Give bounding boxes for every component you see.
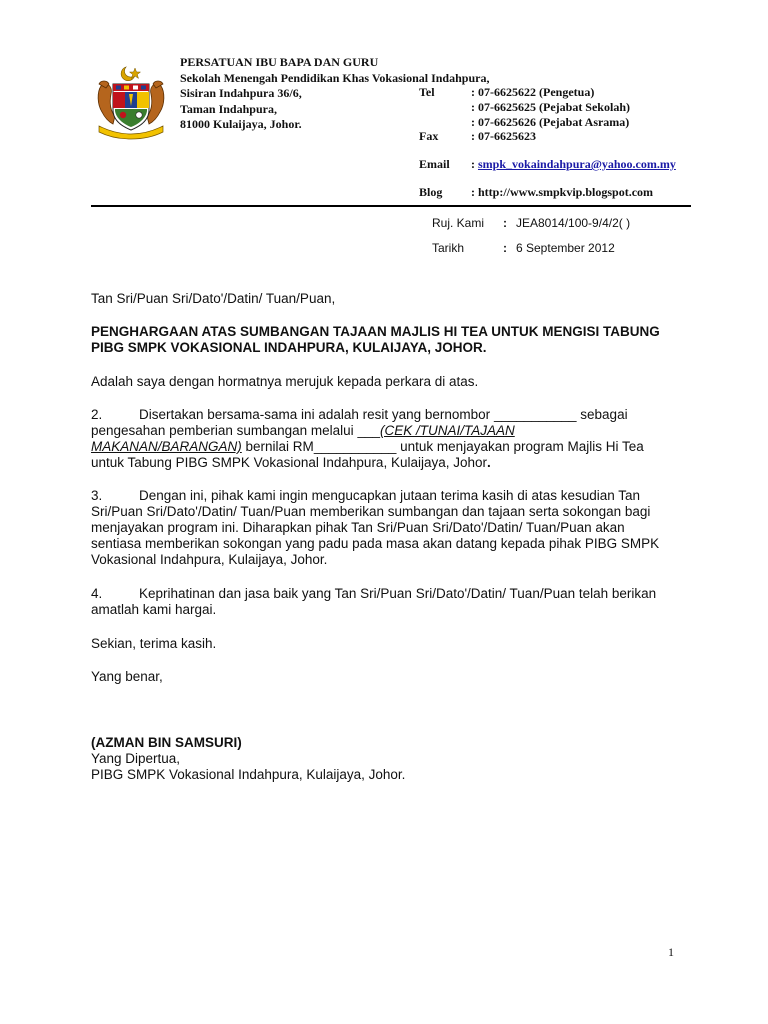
paragraph-2-text-3: bernilai RM — [241, 439, 314, 454]
tel-principal: : 07-6625622 (Pengetua) — [471, 85, 595, 99]
blog-value: : http://www.smpkvip.blogspot.com — [471, 185, 654, 199]
address-line-3: 81000 Kulaijaya, Johor. — [180, 117, 302, 131]
ruj-label: Ruj. Kami — [432, 216, 485, 230]
fax-label: Fax — [419, 129, 439, 143]
paragraph-2-line-4 — [91, 455, 681, 472]
ruj-colon: : — [503, 216, 507, 230]
payment-options-2: MAKANAN/BARANGAN) — [91, 439, 242, 454]
paragraph-4-line-2: amatlah kami hargai. — [91, 602, 217, 617]
payment-method-blank: ___ — [357, 423, 380, 438]
intro-paragraph: Adalah saya dengan hormatnya merujuk kepada perkara di atas. — [91, 374, 479, 389]
school-name: Sekolah Menengah Pendidikan Khas Vokasional Indahpura, — [180, 70, 490, 85]
amount-blank: ___________ — [313, 439, 397, 454]
tarikh-colon: : — [503, 241, 507, 255]
email-label: Email — [419, 157, 450, 171]
paragraph-4-number: 4. — [91, 586, 103, 601]
signer-title: Yang Dipertua, — [91, 751, 181, 766]
closing-thanks: Sekian, terima kasih. — [91, 636, 217, 651]
paragraph-3-line-5: Vokasional Indahpura, Kulaijaya, Johor. — [91, 552, 328, 567]
paragraph-2-text-1-end: sebagai — [576, 407, 628, 422]
paragraph-3-number: 3. — [91, 488, 103, 503]
paragraph-2-line-1 — [91, 407, 681, 424]
signer-organisation: PIBG SMPK Vokasional Indahpura, Kulaijaya, Johor. — [91, 767, 406, 782]
blog-label: Blog — [419, 185, 443, 199]
paragraph-2-end-dot: . — [487, 455, 491, 470]
paragraph-2-line-3 — [91, 439, 681, 456]
paragraph-3-line-4: sentiasa memberikan sokongan yang padu pada masa akan datang kepada pihak PIBG SMPK — [91, 536, 660, 551]
paragraph-3-line-2: Sri/Puan Sri/Dato'/Datin/ Tuan/Puan memberikan sumbangan dan tajaan serta sokongan bagi — [91, 504, 651, 519]
tel-label: Tel — [419, 85, 435, 99]
email-link[interactable]: smpk_vokaindahpura@yahoo.com.my — [478, 157, 676, 171]
paragraph-2-line-2 — [91, 423, 681, 440]
paragraph-2-text-3-end: untuk menjayakan program Majlis Hi Tea — [396, 439, 644, 454]
fax-value: : 07-6625623 — [471, 129, 536, 143]
paragraph-4-line-1 — [91, 586, 681, 603]
signer-name: (AZMAN BIN SAMSURI) — [91, 735, 242, 750]
paragraph-2-text-2: pengesahan pemberian sumbangan melalui — [91, 423, 358, 438]
subject-line-1: PENGHARGAAN ATAS SUMBANGAN TAJAAN MAJLIS HI TEA UNTUK MENGISI TABUNG — [91, 324, 660, 339]
paragraph-2-text-4: untuk Tabung PIBG SMPK Vokasional Indahpura, Kulaijaya, Johor — [91, 455, 488, 470]
salutation: Tan Sri/Puan Sri/Dato'/Datin/ Tuan/Puan, — [91, 291, 336, 306]
closing-sincerely: Yang benar, — [91, 669, 163, 684]
ruj-value: JEA8014/100-9/4/2( ) — [516, 216, 631, 230]
address-line-2: Taman Indahpura, — [180, 101, 277, 116]
tarikh-value: 6 September 2012 — [516, 241, 615, 255]
page-number: 1 — [668, 945, 674, 959]
tel-hostel-office: : 07-6625626 (Pejabat Asrama) — [471, 115, 630, 129]
payment-options-1: (CEK /TUNAI/TAJAAN — [379, 423, 515, 438]
paragraph-4-text-1: Keprihatinan dan jasa baik yang Tan Sri/Puan Sri/Dato'/Datin/ Tuan/Puan telah berikan — [139, 586, 657, 601]
tarikh-label: Tarikh — [432, 241, 465, 255]
tel-school-office: : 07-6625625 (Pejabat Sekolah) — [471, 100, 630, 114]
subject-line-2: PIBG SMPK VOKASIONAL INDAHPURA, KULAIJAYA, JOHOR. — [91, 340, 487, 355]
paragraph-2-number: 2. — [91, 407, 103, 422]
receipt-number-blank: ___________ — [493, 407, 577, 422]
letter-body — [91, 0, 681, 1024]
paragraph-2-text-1: Disertakan bersama-sama ini adalah resit yang bernombor — [139, 407, 491, 422]
email-colon: : — [471, 157, 478, 171]
org-name: PERSATUAN IBU BAPA DAN GURU — [180, 55, 379, 69]
paragraph-3-line-1 — [91, 488, 681, 505]
paragraph-3-line-3: menjayakan program ini. Diharapkan pihak Tan Sri/Puan Sri/Dato'/Datin/ Tuan/Puan akan — [91, 520, 625, 535]
address-line-1: Sisiran Indahpura 36/6, — [180, 86, 302, 100]
paragraph-3-text-1: Dengan ini, pihak kami ingin mengucapkan jutaan terima kasih di atas kesudian Tan — [139, 488, 641, 503]
